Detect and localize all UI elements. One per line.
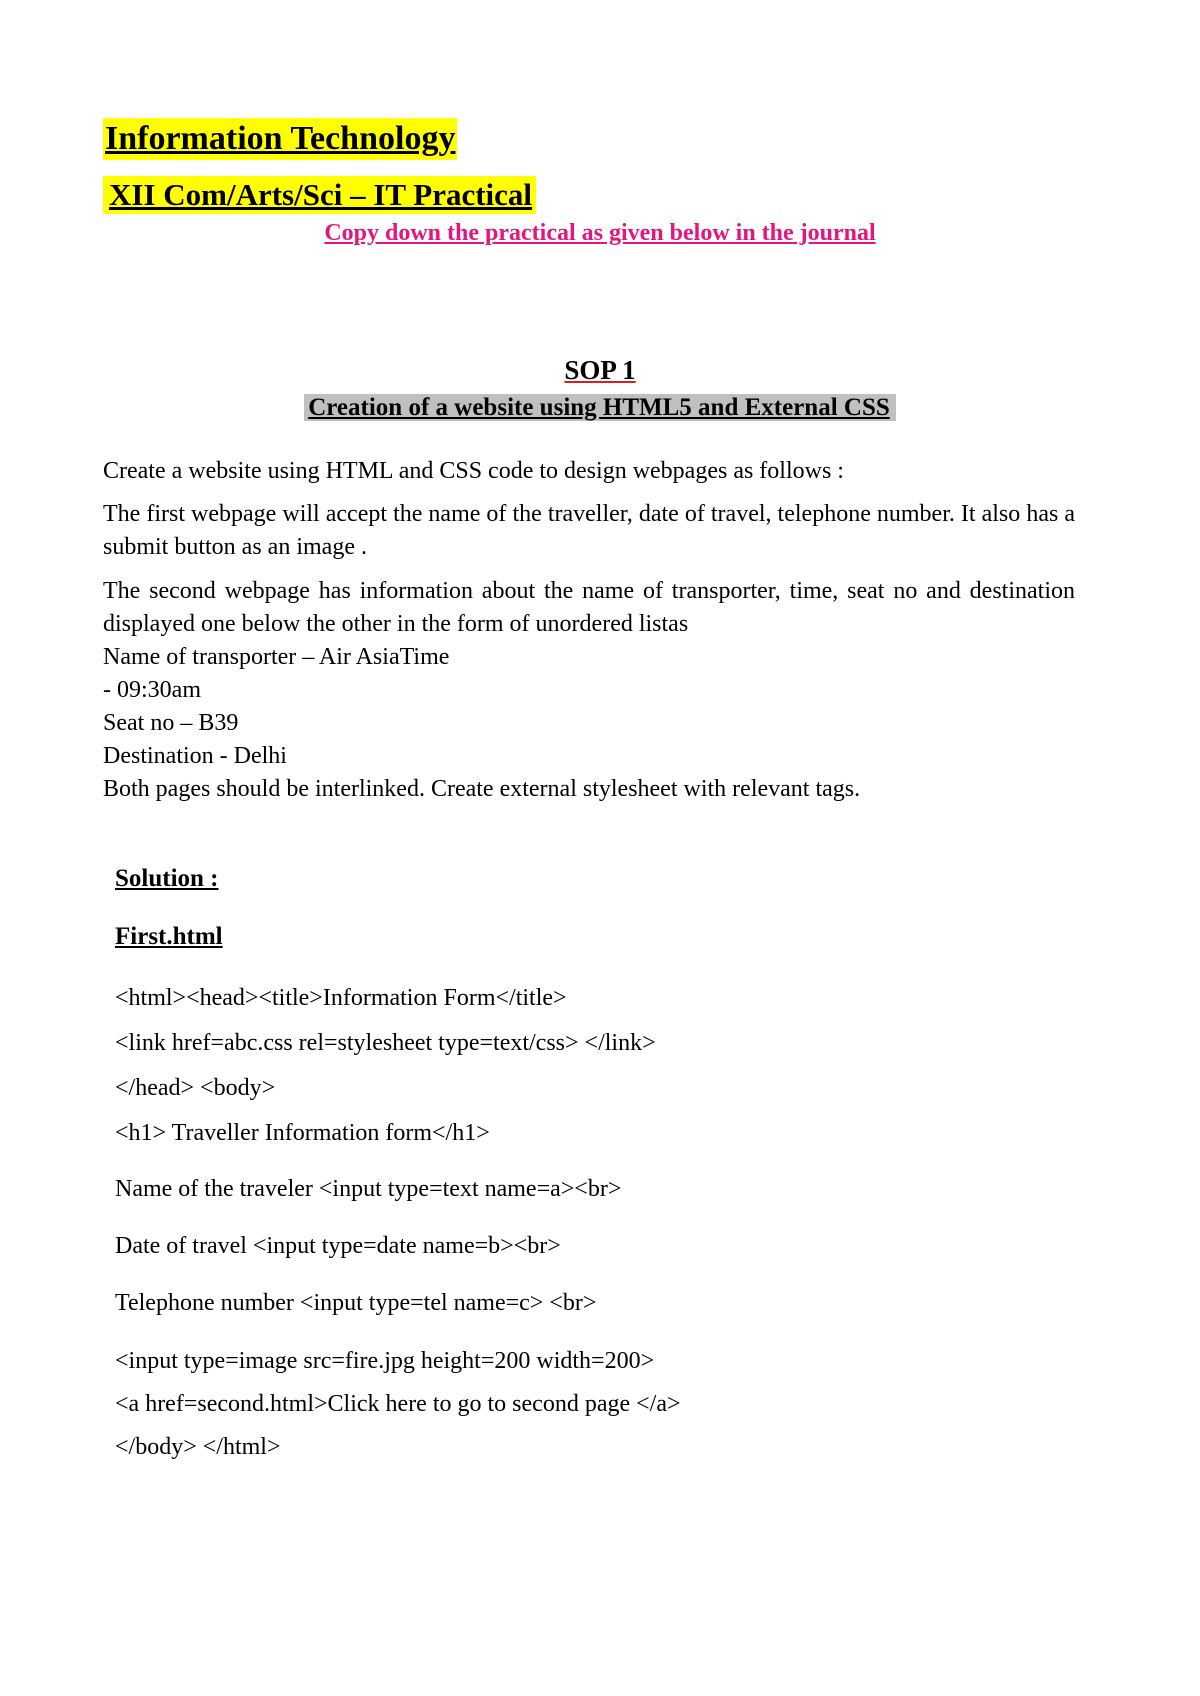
- sop-heading-text: Creation of a website using HTML5 and External CSS: [304, 394, 896, 421]
- code-line: Date of travel <input type=date name=b><br>: [115, 1233, 561, 1259]
- code-line: <link href=abc.css rel=stylesheet type=text/css> </link>: [115, 1030, 656, 1056]
- file-name: First.html: [115, 923, 223, 950]
- code-line: <html><head><title>Information Form</title>: [115, 985, 567, 1011]
- code-line: </body> </html>: [115, 1434, 281, 1460]
- document-subtitle: XII Com/Arts/Sci – IT Practical: [103, 176, 536, 214]
- instruction-text: Copy down the practical as given below in the journal: [324, 220, 876, 246]
- sop-number: [0, 354, 1200, 386]
- list-line: Name of transporter – Air AsiaTime: [103, 644, 450, 670]
- code-line: </head> <body>: [115, 1075, 276, 1101]
- list-line: Destination - Delhi: [103, 743, 287, 769]
- document-title: Information Technology: [103, 118, 457, 160]
- task-intro: Create a website using HTML and CSS code to design webpages as follows :: [103, 458, 844, 484]
- task-second-page: The second webpage has information about the name of transporter, time, seat no and destination displayed one below the other in the form of unordered listas: [103, 578, 1075, 637]
- code-line: <a href=second.html>Click here to go to second page </a>: [115, 1391, 681, 1417]
- sop-number-text: SOP 1: [564, 355, 636, 385]
- code-line: Telephone number <input type=tel name=c> <br>: [115, 1290, 597, 1316]
- code-line: <h1> Traveller Information form</h1>: [115, 1120, 490, 1146]
- code-line: <input type=image src=fire.jpg height=200 width=200>: [115, 1348, 655, 1374]
- code-line: Name of the traveler <input type=text name=a><br>: [115, 1176, 622, 1202]
- instruction-line: [0, 218, 1200, 248]
- sop-heading: [0, 392, 1200, 424]
- task-first-page: The first webpage will accept the name of the traveller, date of travel, telephone number. It also has a submit button as an image .: [103, 501, 1075, 560]
- list-line: - 09:30am: [103, 677, 201, 703]
- list-line: Seat no – B39: [103, 710, 239, 736]
- solution-label: Solution :: [115, 865, 219, 892]
- task-closing: Both pages should be interlinked. Create external stylesheet with relevant tags.: [103, 776, 861, 802]
